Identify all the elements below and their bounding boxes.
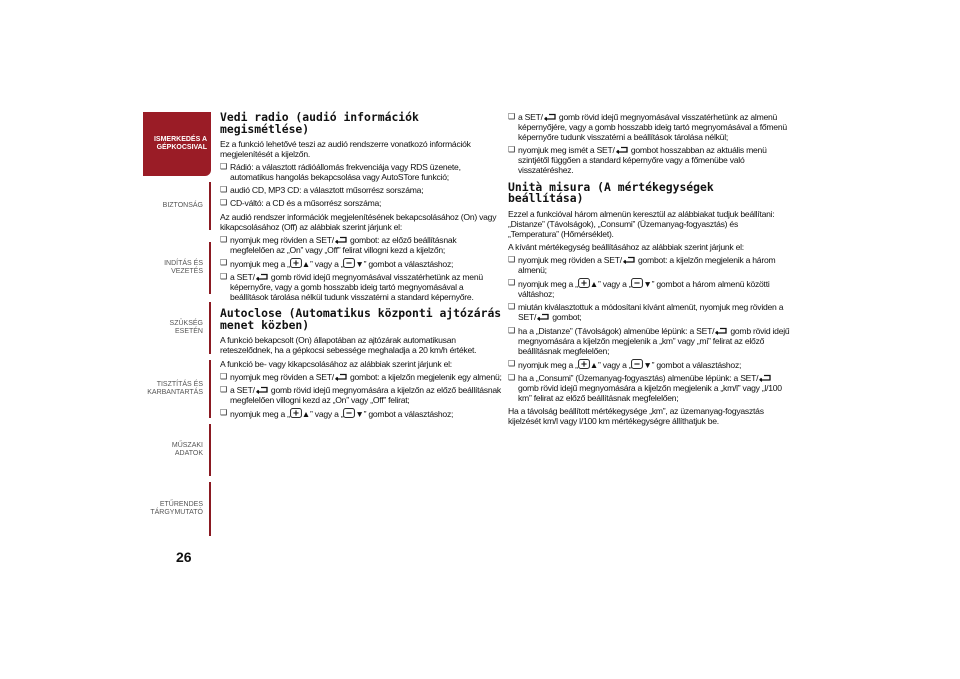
right-column [508,112,790,429]
list-item [220,235,502,255]
tab-divider [209,302,211,354]
paragraph: Ha a távolság beállított mértékegysége „km”, az üzemanyag-fogyasztás kijelzését km/l vagy l/100 km mértékegységre állíthatjuk be. [508,406,764,427]
tab-label: ETŰRENDES TÁRGYMUTATÓ [150,501,203,516]
text: ▲” vagy a „ [589,359,632,370]
text: miután kiválasztottuk a módosítani kívánt almenüt, nyomjuk meg röviden a SET/ [518,302,784,323]
paragraph: Ezzel a funkcióval három almenün keresztül az alábbiakat tudjuk beállítani: „Distanze” (Távolságok), „Consumi” (Üzemanyag-fogyasztás) és „Temperatura” (Hőmérséklet). [508,208,775,239]
return-arrow-icon [536,313,550,321]
return-arrow-icon [255,273,269,281]
paragraph: A funkció bekapcsolt (On) állapotában az ajtózárak automatikusan reteszelődnek, ha a gépkocsi sebessége meghaladja a 20 km/h értéket. [220,335,477,356]
text: gombot; [550,312,582,323]
return-arrow-icon [543,113,557,121]
list-item [508,359,790,370]
tab-biztonsag[interactable] [143,182,211,230]
tab-divider [209,360,211,418]
tab-divider [209,242,211,294]
tab-label: ISMERKEDÉS A GÉPKOCSIVAL [153,136,207,151]
return-arrow-icon [255,386,269,394]
return-arrow-icon [622,256,636,264]
return-arrow-icon [758,374,772,382]
page-number: 26 [176,549,192,565]
tab-tisztitas[interactable] [143,360,211,418]
text: nyomjuk meg röviden a SET/ [230,371,334,382]
text: ▼” gombot a választáshoz; [355,258,454,269]
text: ▲” vagy a „ [301,258,344,269]
tab-szukseg[interactable] [143,302,211,354]
plus-sign-icon [290,408,302,418]
text: gomb rövid idejű megnyomásával visszatérhetünk az almenü képernyőjére, vagy a gomb hosszabb ideig tartó megnyomásával a főmenü képernyőre tudunk visszatérni a beállítások tárolása nélkül; [518,112,787,143]
tab-ismerkedes[interactable] [143,112,211,176]
tab-label: SZÜKSÉG ESETÉN [169,320,203,335]
text: gomb rövid idejű megnyomására a kijelzőn megjelenik a „km/l” vagy „l/100 km” felirat az előző beállításnak megfelelően; [518,382,782,404]
tab-targymutato[interactable] [143,482,211,536]
paragraph: A funkció be- vagy kikapcsolásához az alábbiak szerint járjunk el: [220,358,452,369]
text: nyomjuk meg a „ [518,359,578,370]
text: nyomjuk meg a „ [230,258,290,269]
text: a SET/ [230,384,255,395]
plus-sign-icon [578,278,590,288]
text: nyomjuk meg a „ [230,408,290,419]
return-arrow-icon [615,146,629,154]
text: gombot: a kijelzőn megjelenik egy almenü; [347,371,502,382]
tab-label: MŰSZAKI ADATOK [171,442,203,457]
list-item: ❑ audió CD, MP3 CD: a választott műsorrész sorszáma; [220,185,502,195]
text: gombot: az előző beállításnak megfelelően az „On” vagy „Off” felirat villogni kezd a kijelzőn; [230,234,457,255]
text: ha a „Distanze” (Távolságok) almenübe lépünk: a SET/ [518,325,715,336]
list-item [508,302,790,322]
text: nyomjuk meg röviden a SET/ [518,254,622,265]
list-item [508,373,790,403]
plus-sign-icon [290,258,302,268]
tab-divider [209,182,211,230]
list-item [220,258,502,269]
list-item [220,272,502,302]
text: ▲” vagy a „ [589,279,632,290]
tab-divider [209,424,211,476]
minus-sign-icon [631,278,643,288]
section-heading-units: Unità misura (A mértékegységek beállítása) [508,179,714,206]
text: nyomjuk meg a „ [518,279,578,290]
list-item [508,145,790,175]
text: gomb rövid idejű megnyomására a kijelzőn az előző beállításnak megfelelően villogni kezd az „On” vagy „Off” felirat; [230,384,501,405]
text: nyomjuk meg ismét a SET/ [518,145,615,156]
tab-inditas[interactable] [143,242,211,294]
text: ha a „Consumi” (Üzemanyag-fogyasztás) almenübe lépünk: a SET/ [518,372,759,383]
text: gomb rövid idejű megnyomásával visszatérhetünk az menü képernyőre, vagy a gomb hosszabb ideig tartó megnyomásával a beállítások tárolása nélkül tudunk visszatérni a standard képernyőre. [230,272,483,303]
minus-sign-icon [343,258,355,268]
minus-sign-icon [631,359,643,369]
plus-sign-icon [578,359,590,369]
tab-muszaki[interactable] [143,424,211,476]
text: a SET/ [518,112,543,122]
list-item [508,255,790,275]
list-item [508,278,790,299]
list-item: ❑ CD-váltó: a CD és a műsorrész sorszáma; [220,198,502,208]
return-arrow-icon [714,327,728,335]
text: ▲” vagy a „ [301,408,344,419]
tab-label: BIZTONSÁG [162,202,203,209]
text: ▼” gombot a három almenü közötti váltáshoz; [518,279,770,300]
section-heading-radio: Vedi radio (audió információk megismétlése) [220,110,419,136]
text: ▼” gombot a választáshoz; [643,359,742,370]
paragraph: Ez a funkció lehetővé teszi az audió rendszerre vonatkozó információk megjelenítését a kijelzőn. [220,139,471,160]
text: gomb rövid idejű megnyomására a kijelzőn megjelenik a „km” vagy „mi” felirat az előző beállításnak megfelelően; [518,325,790,356]
paragraph: Az audió rendszer információk megjelenítésének bekapcsolásához (On) vagy kikapcsolásához (Off) az alábbiak szerint járjunk el: [220,211,497,232]
minus-sign-icon [343,408,355,418]
tab-label: TISZTÍTÁS ÉS KARBANTARTÁS [147,381,203,396]
list-item [220,385,502,405]
list-item [508,112,790,142]
text: gombot: a kijelzőn megjelenik a három almenü; [518,254,776,276]
list-item: ❑ Rádió: a választott rádióállomás frekvenciája vagy RDS üzenete, automatikus hangolás bekapcsolása vagy AutoSTore funkció; [220,162,502,182]
list-item [220,372,502,382]
text: gombot hosszabban az aktuális menü szintjétől függően a standard képernyőre vagy a főmenübe való visszatéréshez. [518,145,767,176]
return-arrow-icon [334,236,348,244]
chapter-sidebar [143,112,211,536]
text: a SET/ [230,272,255,283]
section-heading-autoclose: Autoclose (Automatikus központi ajtózárás menet közben) [220,306,502,332]
paragraph: A kívánt mértékegység beállításához az alábbiak szerint járjunk el: [508,241,744,252]
list-item [220,408,502,419]
text: ▼” gombot a választáshoz; [355,408,454,419]
text: nyomjuk meg röviden a SET/ [230,234,334,245]
left-column [220,112,502,422]
list-item [508,326,790,356]
return-arrow-icon [334,373,348,381]
tab-label: INDÍTÁS ÉS VEZETÉS [164,260,203,275]
tab-divider [209,482,211,536]
